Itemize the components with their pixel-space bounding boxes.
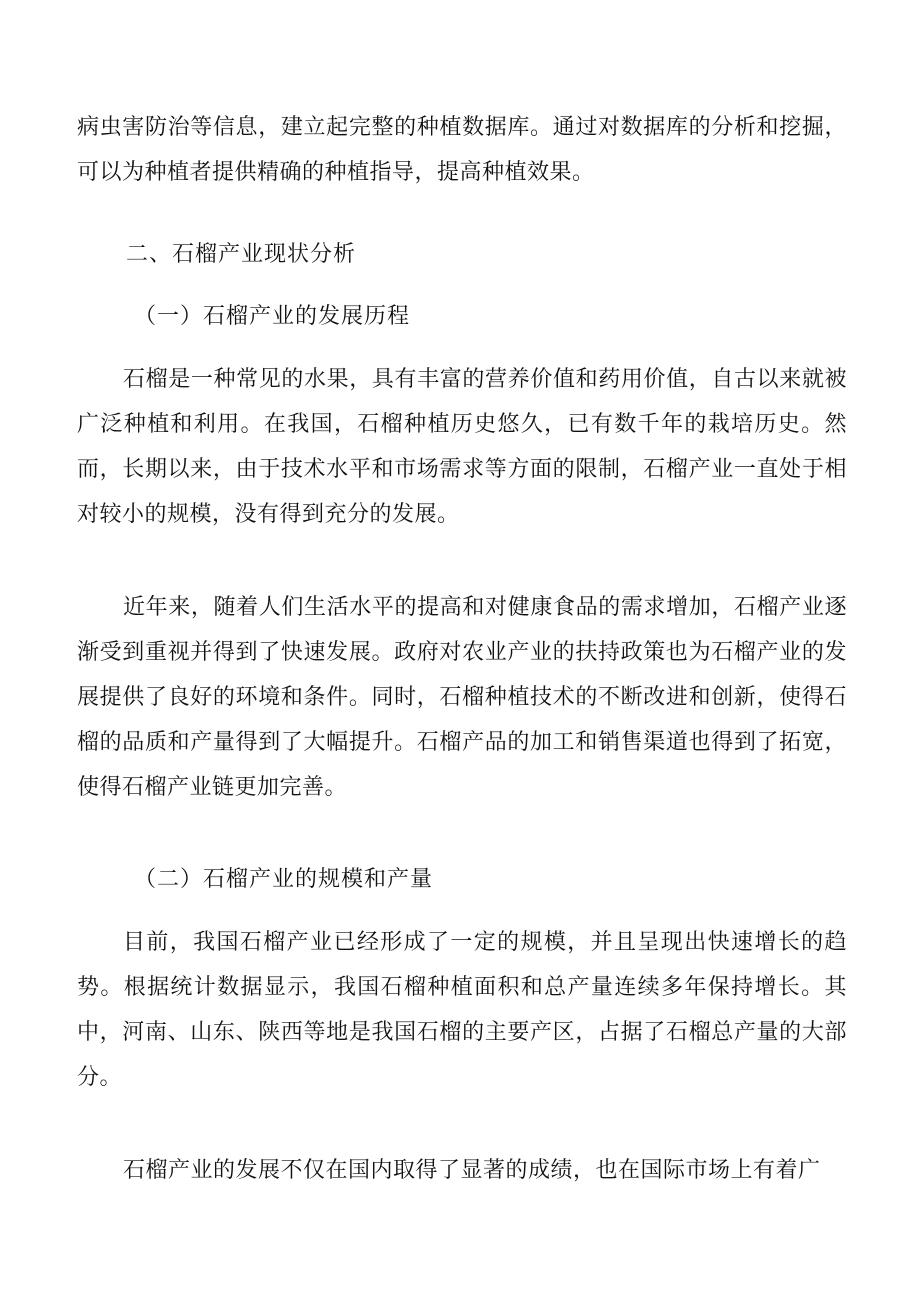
paragraph-continuation: 病虫害防治等信息，建立起完整的种植数据库。通过对数据库的分析和挖掘，可以为种植者提供精确的种植指导，提高种植效果。 xyxy=(77,115,847,185)
subsection-heading-scale: （二）石榴产业的规模和产量 xyxy=(134,867,434,892)
paragraph-international: 石榴产业的发展不仅在国内取得了显著的成绩，也在国际市场上有着广 xyxy=(123,1158,821,1183)
paragraph-scale: 目前，我国石榴产业已经形成了一定的规模，并且呈现出快速增长的趋势。根据统计数据显示，我国石榴种植面积和总产量连续多年保持增长。其中，河南、山东、陕西等地是我国石榴的主要产区，占据了石榴总产量的大部分。 xyxy=(77,930,847,1090)
paragraph-history: 石榴是一种常见的水果，具有丰富的营养价值和药用价值，自古以来就被广泛种植和利用。在我国，石榴种植历史悠久，已有数千年的栽培历史。然而，长期以来，由于技术水平和市场需求等方面的限制，石榴产业一直处于相对较小的规模，没有得到充分的发展。 xyxy=(77,367,847,527)
section-heading: 二、石榴产业现状分析 xyxy=(126,242,357,267)
paragraph-recent-development: 近年来，随着人们生活水平的提高和对健康食品的需求增加，石榴产业逐渐受到重视并得到了快速发展。政府对农业产业的扶持政策也为石榴产业的发展提供了良好的环境和条件。同时，石榴种植技术的不断改进和创新，使得石榴的品质和产量得到了大幅提升。石榴产品的加工和销售渠道也得到了拓宽，使得石榴产业链更加完善。 xyxy=(77,595,847,800)
subsection-heading-history: （一）石榴产业的发展历程 xyxy=(134,304,411,329)
